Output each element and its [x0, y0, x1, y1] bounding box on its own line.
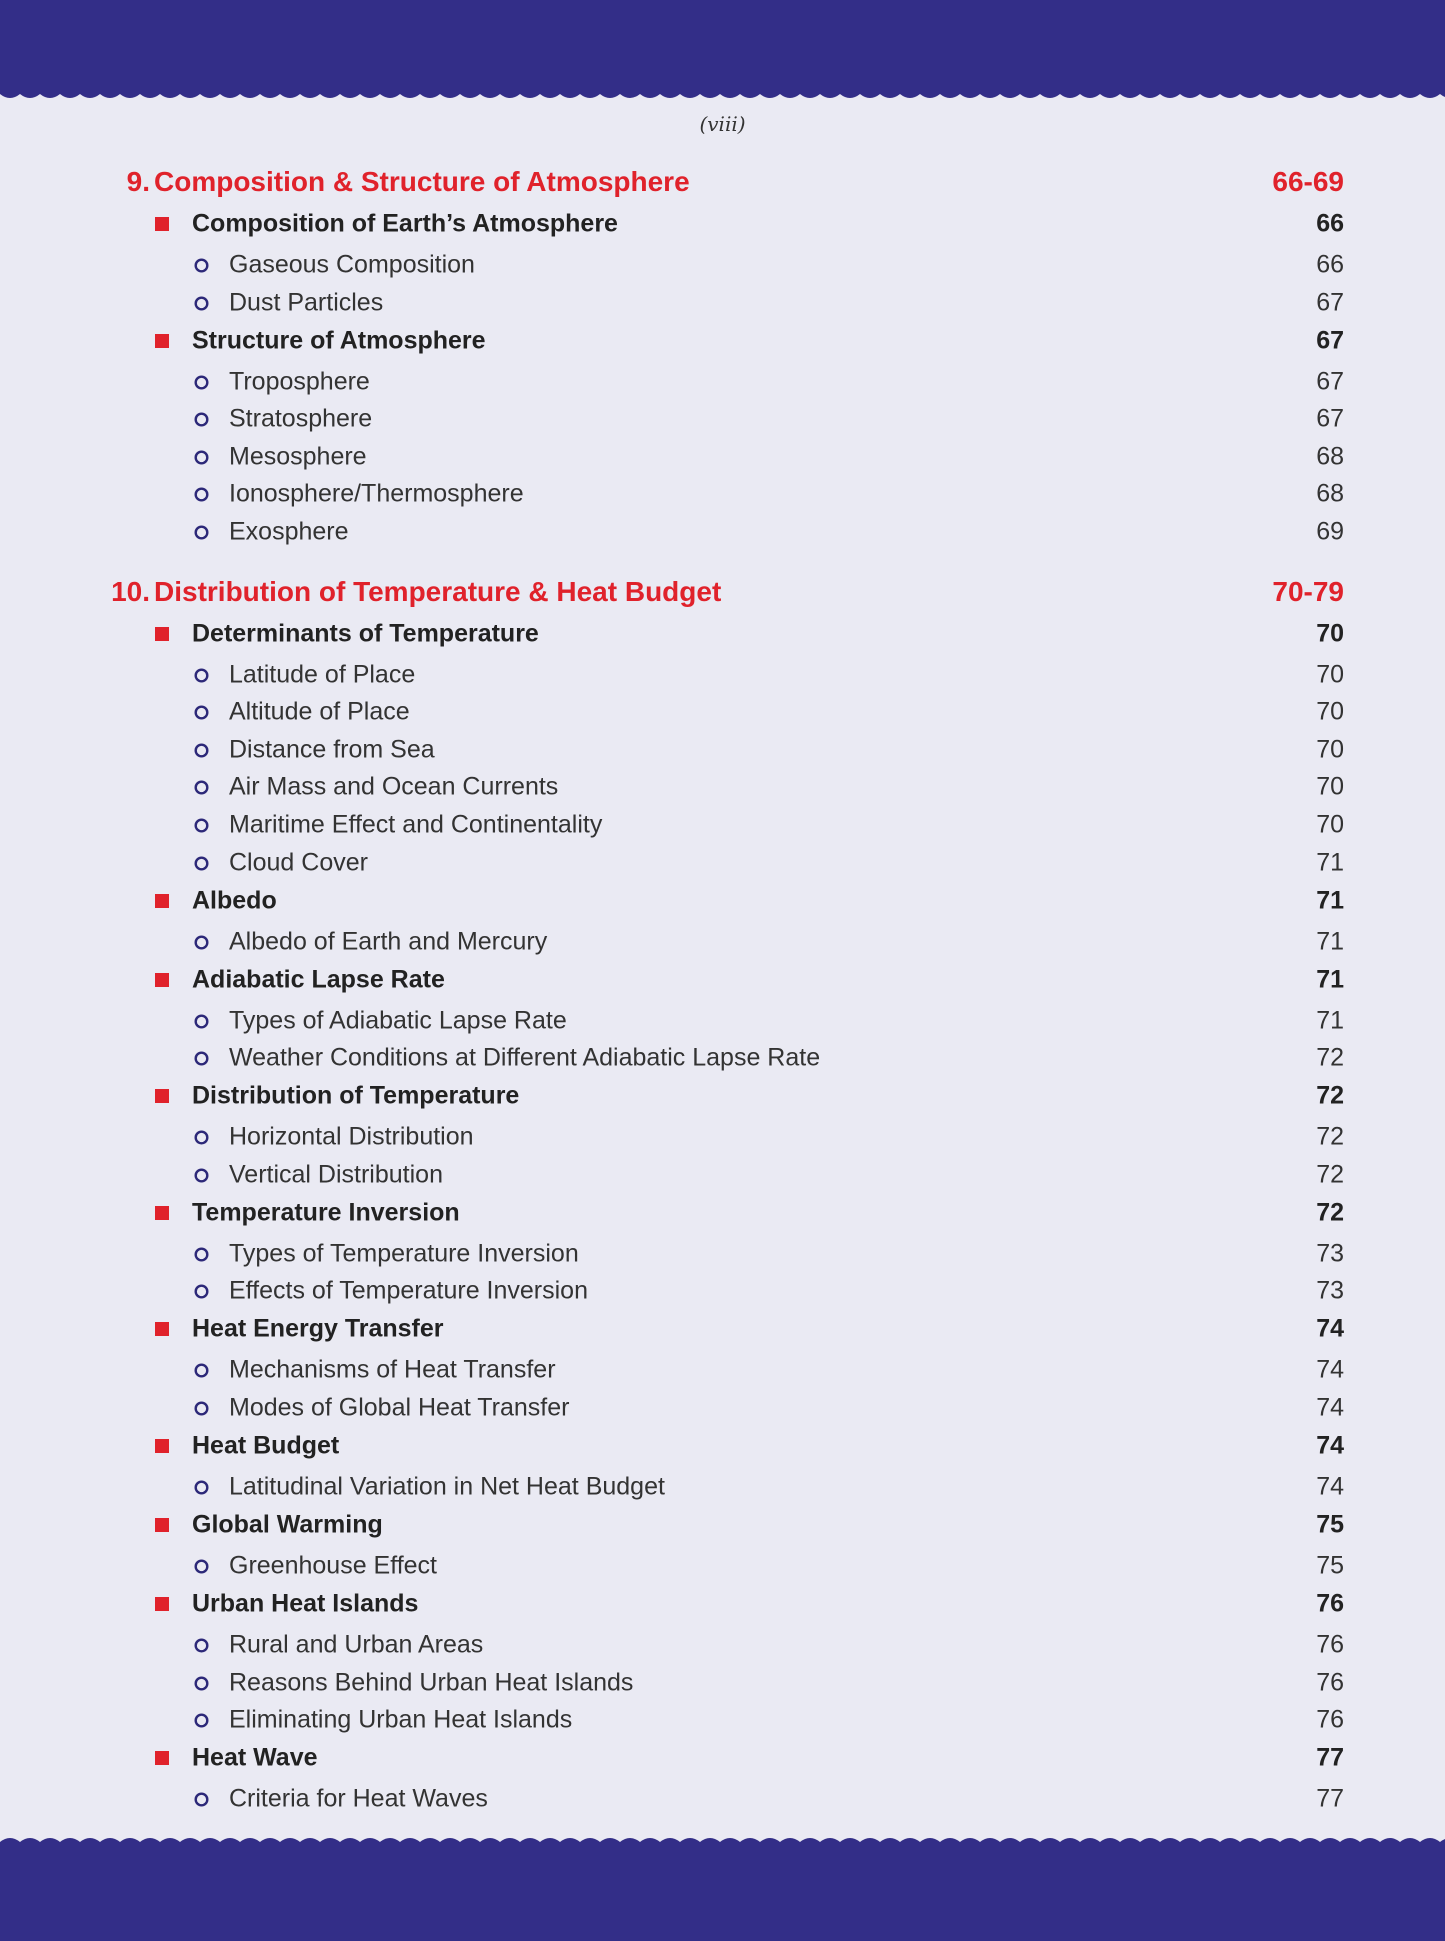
toc-page-number: 71 [1316, 1006, 1344, 1035]
toc-entry-label: Composition of Earth’s Atmosphere [192, 209, 618, 238]
square-bullet-icon [155, 894, 169, 908]
toc-sub-row[interactable] [0, 925, 1445, 959]
toc-chapter-row[interactable] [0, 165, 1445, 199]
square-bullet-icon [155, 1439, 169, 1453]
toc-page-number: 76 [1316, 1668, 1344, 1697]
toc-page-number: 67 [1316, 367, 1344, 396]
toc-page-number: 71 [1316, 848, 1344, 877]
circle-bullet-icon [193, 411, 210, 428]
toc-entry-label: Types of Temperature Inversion [229, 1239, 579, 1268]
toc-sub-row[interactable] [0, 1353, 1445, 1387]
toc-sub-row[interactable] [0, 1158, 1445, 1192]
toc-sub-row[interactable] [0, 1470, 1445, 1504]
circle-bullet-icon [193, 1400, 210, 1417]
toc-entry-label: Eliminating Urban Heat Islands [229, 1705, 573, 1734]
circle-bullet-icon [193, 1558, 210, 1575]
toc-sub-row[interactable] [0, 1782, 1445, 1816]
toc-page-number: 70 [1316, 697, 1344, 726]
toc-section-row[interactable] [0, 1079, 1445, 1113]
square-bullet-icon [155, 1751, 169, 1765]
toc-entry-label: Distribution of Temperature [192, 1081, 520, 1110]
square-bullet-icon [155, 973, 169, 987]
toc-entry-label: Ionosphere/Thermosphere [229, 479, 524, 508]
circle-bullet-icon [193, 1362, 210, 1379]
toc-sub-row[interactable] [0, 1391, 1445, 1425]
toc-entry-label: Distance from Sea [229, 735, 435, 764]
toc-page-number: 72 [1316, 1081, 1344, 1110]
toc-entry-label: Horizontal Distribution [229, 1122, 474, 1151]
circle-bullet-icon [193, 449, 210, 466]
toc-entry-label: Gaseous Composition [229, 250, 475, 279]
circle-bullet-icon [193, 1246, 210, 1263]
chapter-number: 9. [126, 166, 150, 197]
toc-sub-row[interactable] [0, 286, 1445, 320]
chapter-number: 10. [111, 575, 150, 607]
toc-page-number: 67 [1316, 326, 1344, 355]
toc-page-number: 67 [1316, 288, 1344, 317]
square-bullet-icon [155, 217, 169, 231]
toc-page-number: 77 [1316, 1743, 1344, 1772]
circle-bullet-icon [193, 779, 210, 796]
toc-entry-label: Latitudinal Variation in Net Heat Budget [229, 1472, 665, 1501]
toc-entry-label: Criteria for Heat Waves [229, 1784, 488, 1813]
circle-bullet-icon [193, 1283, 210, 1300]
toc-sub-row[interactable] [0, 248, 1445, 282]
square-bullet-icon [155, 1089, 169, 1103]
toc-entry-label: Weather Conditions at Different Adiabatic Lapse Rate [229, 1043, 821, 1072]
toc-page-number: 76 [1316, 1630, 1344, 1659]
square-bullet-icon [155, 1322, 169, 1336]
toc-page-number: 75 [1316, 1510, 1344, 1539]
toc-entry-label: Exosphere [229, 517, 349, 546]
toc-entry-label: Reasons Behind Urban Heat Islands [229, 1668, 634, 1697]
toc-page-number: 76 [1316, 1589, 1344, 1618]
toc-section-row[interactable] [0, 324, 1445, 358]
toc-chapter-row[interactable] [0, 575, 1445, 609]
toc-section-row[interactable] [0, 617, 1445, 651]
toc-page-number: 68 [1316, 479, 1344, 508]
bottom-band [0, 1846, 1445, 1941]
toc-page-number: 73 [1316, 1276, 1344, 1305]
toc-section-row[interactable] [0, 1741, 1445, 1775]
toc-page-number: 74 [1316, 1393, 1344, 1422]
toc-entry-label: Adiabatic Lapse Rate [192, 965, 445, 994]
toc-sub-row[interactable] [0, 1628, 1445, 1662]
toc-sub-row[interactable] [0, 1004, 1445, 1038]
toc-page-number: 70 [1316, 619, 1344, 648]
toc-entry-label: Temperature Inversion [192, 1198, 460, 1227]
toc-page-number: 67 [1316, 404, 1344, 433]
toc-page-number: 75 [1316, 1551, 1344, 1580]
toc-sub-row[interactable] [0, 1666, 1445, 1700]
circle-bullet-icon [193, 1167, 210, 1184]
toc-sub-row[interactable] [0, 695, 1445, 729]
toc-entry-label: Global Warming [192, 1510, 383, 1539]
toc-entry-label: Rural and Urban Areas [229, 1630, 484, 1659]
circle-bullet-icon [193, 374, 210, 391]
toc-page-number: 72 [1316, 1122, 1344, 1151]
circle-bullet-icon [193, 742, 210, 759]
toc-entry-label: Maritime Effect and Continentality [229, 810, 603, 839]
toc-sub-row[interactable] [0, 1120, 1445, 1154]
toc-entry-label: Albedo of Earth and Mercury [229, 927, 548, 956]
circle-bullet-icon [193, 1013, 210, 1030]
toc-sub-row[interactable] [0, 1274, 1445, 1308]
toc-entry-label: Effects of Temperature Inversion [229, 1276, 588, 1305]
toc-entry-label: Structure of Atmosphere [192, 326, 486, 355]
square-bullet-icon [155, 627, 169, 641]
toc-sub-row[interactable] [0, 1237, 1445, 1271]
toc-page-number: 74 [1316, 1314, 1344, 1343]
toc-sub-row[interactable] [0, 477, 1445, 511]
toc-section-row[interactable] [0, 884, 1445, 918]
toc-section-row[interactable] [0, 1508, 1445, 1542]
toc-sub-row[interactable] [0, 658, 1445, 692]
toc-page-number: 70 [1316, 810, 1344, 839]
toc-entry-label: Altitude of Place [229, 697, 410, 726]
toc-entry-label: Heat Budget [192, 1431, 340, 1460]
toc-page-number: 74 [1316, 1355, 1344, 1384]
toc-page-number: 72 [1316, 1160, 1344, 1189]
toc-page-number: 76 [1316, 1705, 1344, 1734]
toc-section-row[interactable] [0, 1429, 1445, 1463]
toc-page-number: 68 [1316, 442, 1344, 471]
toc-page-number: 77 [1316, 1784, 1344, 1813]
toc-entry-label: Distribution of Temperature & Heat Budget [154, 575, 722, 607]
page-number: (viii) [699, 112, 746, 136]
toc-page-number: 70-79 [1272, 575, 1344, 607]
circle-bullet-icon [193, 257, 210, 274]
circle-bullet-icon [193, 855, 210, 872]
toc-sub-row[interactable] [0, 440, 1445, 474]
toc-page-number: 74 [1316, 1431, 1344, 1460]
toc-entry-label: Modes of Global Heat Transfer [229, 1393, 570, 1422]
toc-section-row[interactable] [0, 1196, 1445, 1230]
circle-bullet-icon [193, 295, 210, 312]
toc-page-number: 71 [1316, 886, 1344, 915]
toc-page-number: 66-69 [1272, 166, 1344, 197]
toc-entry-label: Latitude of Place [229, 660, 416, 689]
toc-sub-row[interactable] [0, 402, 1445, 436]
toc-entry-label: Albedo [192, 886, 277, 915]
toc-entry-label: Determinants of Temperature [192, 619, 539, 648]
circle-bullet-icon [193, 704, 210, 721]
toc-entry-label: Composition & Structure of Atmosphere [154, 166, 690, 197]
circle-bullet-icon [193, 1712, 210, 1729]
toc-page-number: 72 [1316, 1198, 1344, 1227]
circle-bullet-icon [193, 486, 210, 503]
toc-sub-row[interactable] [0, 770, 1445, 804]
circle-bullet-icon [193, 667, 210, 684]
toc-page-number: 74 [1316, 1472, 1344, 1501]
toc-entry-label: Heat Wave [192, 1743, 318, 1772]
toc-page-number: 70 [1316, 660, 1344, 689]
toc-entry-label: Mesosphere [229, 442, 367, 471]
toc-section-row[interactable] [0, 1587, 1445, 1621]
toc-page-number: 71 [1316, 927, 1344, 956]
circle-bullet-icon [193, 817, 210, 834]
toc-page-number: 71 [1316, 965, 1344, 994]
toc-page-number: 66 [1316, 209, 1344, 238]
square-bullet-icon [155, 1597, 169, 1611]
toc-sub-row[interactable] [0, 1041, 1445, 1075]
toc-page-number: 66 [1316, 250, 1344, 279]
circle-bullet-icon [193, 1791, 210, 1808]
toc-entry-label: Types of Adiabatic Lapse Rate [229, 1006, 567, 1035]
square-bullet-icon [155, 1518, 169, 1532]
toc-sub-row[interactable] [0, 515, 1445, 549]
toc-page-number: 73 [1316, 1239, 1344, 1268]
toc-page-number: 72 [1316, 1043, 1344, 1072]
toc-entry-label: Greenhouse Effect [229, 1551, 438, 1580]
toc-entry-label: Heat Energy Transfer [192, 1314, 444, 1343]
toc-sub-row[interactable] [0, 1549, 1445, 1583]
toc-section-row[interactable] [0, 963, 1445, 997]
toc-page-number: 69 [1316, 517, 1344, 546]
circle-bullet-icon [193, 1050, 210, 1067]
toc-entry-label: Urban Heat Islands [192, 1589, 419, 1618]
circle-bullet-icon [193, 524, 210, 541]
square-bullet-icon [155, 334, 169, 348]
circle-bullet-icon [193, 1637, 210, 1654]
toc-page-number: 70 [1316, 735, 1344, 764]
toc-sub-row[interactable] [0, 808, 1445, 842]
circle-bullet-icon [193, 1479, 210, 1496]
toc-section-row[interactable] [0, 207, 1445, 241]
circle-bullet-icon [193, 1129, 210, 1146]
toc-sub-row[interactable] [0, 365, 1445, 399]
toc-sub-row[interactable] [0, 846, 1445, 880]
toc-entry-label: Mechanisms of Heat Transfer [229, 1355, 556, 1384]
toc-entry-label: Troposphere [229, 367, 370, 396]
toc-sub-row[interactable] [0, 1703, 1445, 1737]
toc-entry-label: Cloud Cover [229, 848, 368, 877]
toc-entry-label: Vertical Distribution [229, 1160, 443, 1189]
toc-sub-row[interactable] [0, 733, 1445, 767]
toc-entry-label: Stratosphere [229, 404, 373, 433]
toc-section-row[interactable] [0, 1312, 1445, 1346]
circle-bullet-icon [193, 934, 210, 951]
toc-entry-label: Air Mass and Ocean Currents [229, 772, 559, 801]
square-bullet-icon [155, 1206, 169, 1220]
circle-bullet-icon [193, 1675, 210, 1692]
toc-page-number: 70 [1316, 772, 1344, 801]
toc-entry-label: Dust Particles [229, 288, 384, 317]
